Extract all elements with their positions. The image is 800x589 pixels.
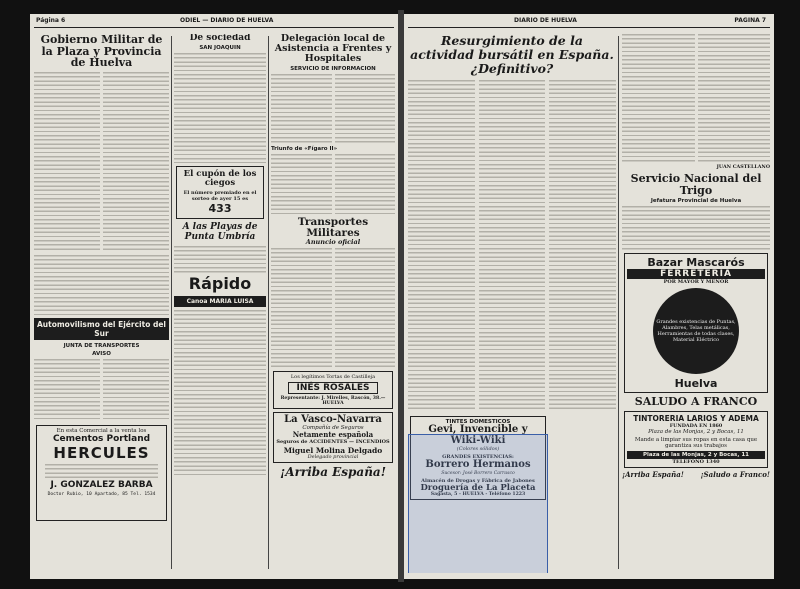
vasco-navarra-ad: La Vasco-Navarra Compañía de Seguros Netamente española Seguros de ACCIDENTES — INCENDIOS Miguel Molina Delgado Delegado provincial xyxy=(273,412,393,464)
article-text xyxy=(34,255,169,315)
article-text xyxy=(34,72,100,252)
coupon-box: El cupón de los ciegos El número premiado en el sorteo de ayer 15 es 433 xyxy=(176,166,264,219)
transportes-title: Transportes Militares xyxy=(297,215,369,239)
article-text xyxy=(103,72,169,252)
left-column-2: De sociedad SAN JOAQUIN El cupón de los ciegos El número premiado en el sorteo de ayer 15 es 433 A las Playas de Punta Umbría Rápido Canoa MARIA LUISA xyxy=(174,34,266,573)
right-page xyxy=(404,14,774,579)
servicio-trigo-title: Servicio Nacional del Trigo xyxy=(630,172,762,197)
schedule-list xyxy=(174,310,266,478)
canoa-banner: Canoa MARIA LUISA xyxy=(174,296,266,307)
aviso-label: AVISO xyxy=(92,350,111,357)
left-page xyxy=(30,14,398,579)
beach-ad: A las Playas de Punta Umbría xyxy=(182,222,258,242)
left-column-3: Delegación local de Asistencia a Frentes y Hospitales SERVICIO DE INFORMACION Triunfo de «Fígaro II» Transportes Militares Anuncio oficial Los legítimos Tortas de Castilleja INÉS ROSALES Representante: J. Mirelles, Rascón, 38.—HUELVA La Vasco-Navarra Compañía de Seguros Netamente española Seguros de ACCIDENTES — INCENDIOS Miguel Molina Delgado Delegado provincial ¡Arriba España! xyxy=(271,34,395,573)
asistencia-title: Delegación local de Asistencia a Frentes y Hospitales xyxy=(274,34,392,64)
rapido-heading: Rápido xyxy=(188,274,252,294)
right-main-area xyxy=(408,34,616,573)
right-folio: PAGINA 7 xyxy=(734,17,766,24)
saludo-franco-footer: ¡Saludo a Franco! xyxy=(700,469,770,479)
arriba-espana-left: ¡Arriba España! xyxy=(280,465,386,480)
military-gov-title: Gobierno Militar de la Plaza y Provincia de Huelva xyxy=(40,34,163,70)
saludo-franco-title: SALUDO A FRANCO xyxy=(634,395,758,409)
bursatil-title: Resurgimiento de la actividad bursátil en España. ¿Definitivo? xyxy=(410,34,614,76)
tintes-ad: TINTES DOMESTICOS Gevi, Invencible y Wiki-Wiki (Colores sólidos) GRANDES EXISTENCIAS: Borrero Hermanos Sucesor: José Borrero Carrasco Almacén de Drogas y Fábrica de Jabones Droguería de La Placeta Sagasta, 5 - HUELVA - Teléfono 1223 xyxy=(410,416,546,500)
article-text xyxy=(408,80,475,410)
blue-stamp-overlay xyxy=(408,434,548,573)
social-title: De sociedad xyxy=(189,34,251,43)
left-folio: Página 6 xyxy=(36,17,66,24)
right-column: JUAN CASTELLANO Servicio Nacional del Trigo Jefatura Provincial de Huelva Bazar Mascarós FERRETERIA POR MAYOR Y MENOR Grandes existencias de Puntas, Alambres, Telas metálicas, Herramientas de todas clases, Material Eléctrico Huelva SALUDO A FRANCO TINTORERIA LARIOS Y ADEMA FUNDADA EN 1860 Plaza de las Monjas, 2 y Bocas, 11 Mande a limpiar sus ropas en esta casa que garantiza sus trabajos Plaza de las Monjas, 2 y Bocas, 11 TELEFONO 1340 ¡Arriba España! ¡Saludo a Franco! xyxy=(622,34,770,573)
article-text xyxy=(103,359,169,419)
rosales-ad: Los legítimos Tortas de Castilleja INÉS ROSALES Representante: J. Mirelles, Rascón, 38.—HUELVA xyxy=(273,371,393,409)
hercules-cement-ad: En esta Comercial a la venta los Cementos Portland HERCULES J. GONZALEZ BARBA Doctor Rubio, 10 Apartado, 85 Tel. 1534 xyxy=(36,425,167,521)
article-text xyxy=(549,80,616,410)
left-column-1 xyxy=(34,34,169,573)
arriba-espana-right: ¡Arriba España! xyxy=(622,469,684,479)
right-header: DIARIO DE HUELVA xyxy=(514,17,577,24)
bazar-mascaros-ad: Bazar Mascarós FERRETERIA POR MAYOR Y MENOR Grandes existencias de Puntas, Alambres, Telas metálicas, Herramientas de todas clases, Material Eléctrico Huelva xyxy=(624,253,768,393)
article-text xyxy=(34,359,100,419)
bazar-circle-emblem: Grandes existencias de Puntas, Alambres, Telas metálicas, Herramientas de todas clases, Material Eléctrico xyxy=(653,288,739,374)
junta-title: JUNTA DE TRANSPORTES xyxy=(63,342,140,349)
tintoreria-ad: TINTORERIA LARIOS Y ADEMA FUNDADA EN 1860 Plaza de las Monjas, 2 y Bocas, 11 Mande a limpiar sus ropas en esta casa que garantiza sus trabajos Plaza de las Monjas, 2 y Bocas, 11 TELEFONO 1340 xyxy=(624,411,768,468)
article-text xyxy=(174,53,266,163)
article-text xyxy=(479,80,546,410)
army-section-banner: Automovilismo del Ejército del Sur xyxy=(34,318,169,340)
left-header: ODIEL — DIARIO DE HUELVA xyxy=(180,17,274,24)
coupon-number: 433 xyxy=(208,202,232,216)
